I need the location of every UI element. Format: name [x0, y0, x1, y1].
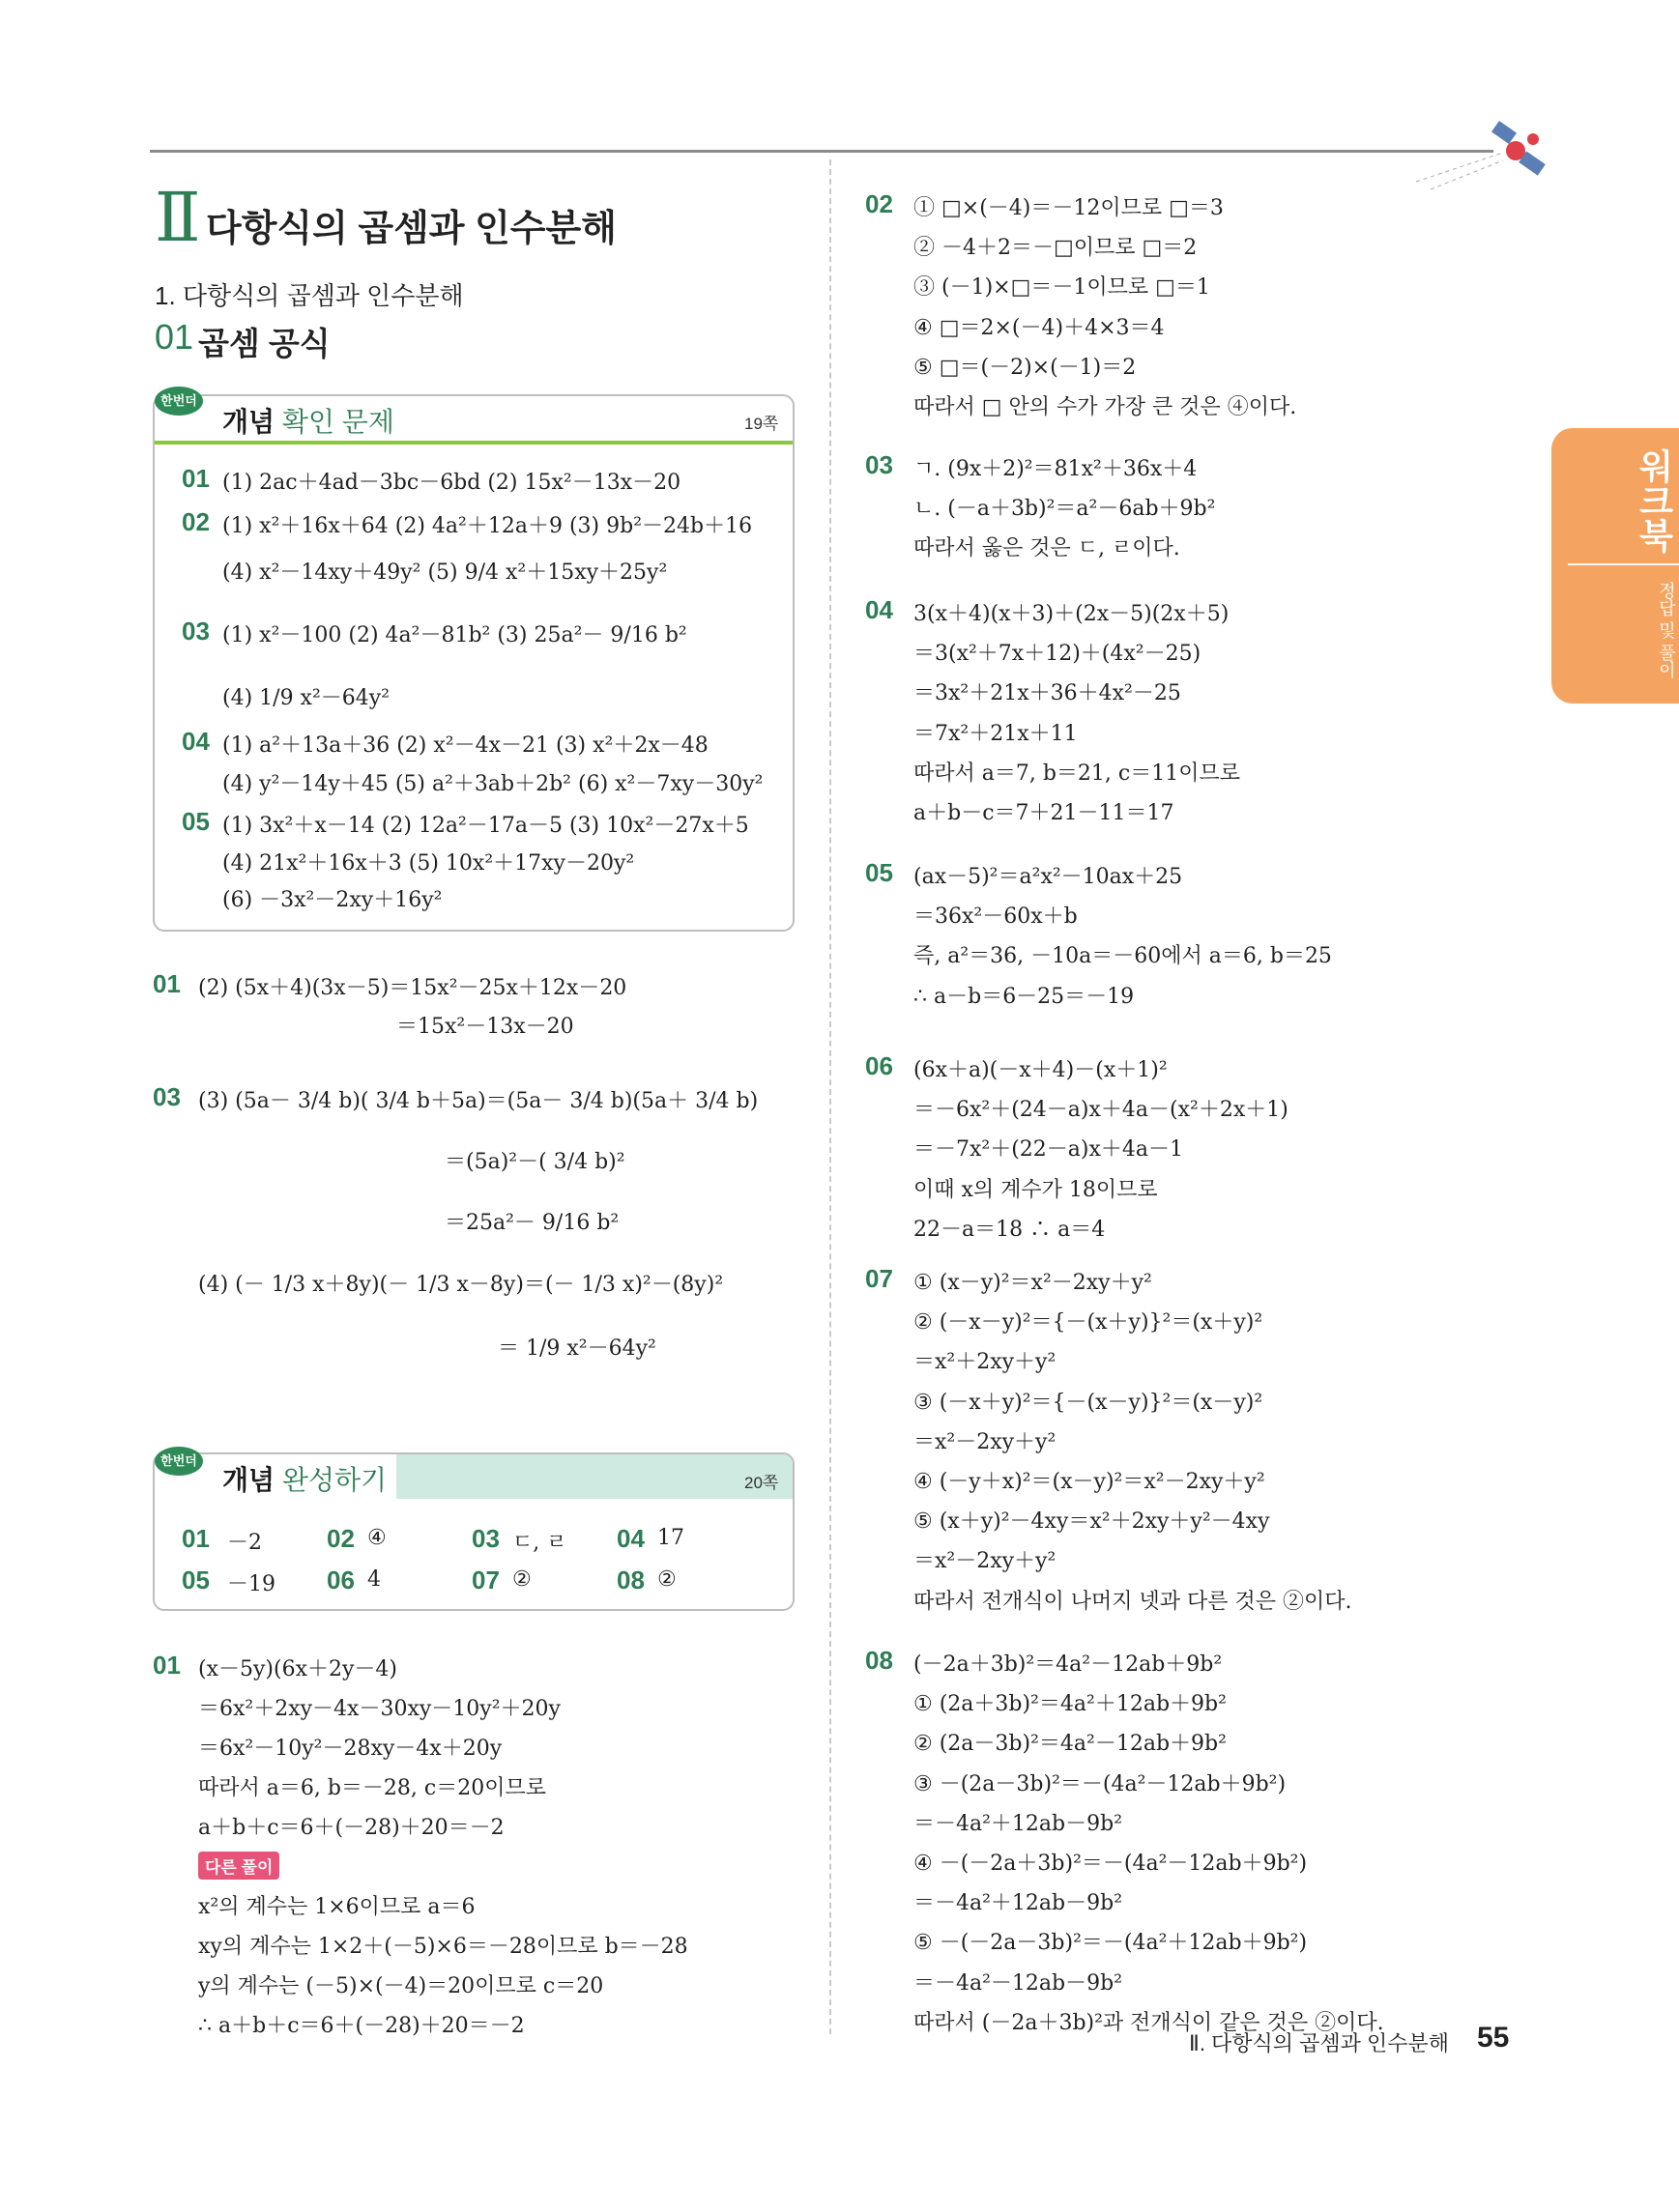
- side-tab-workbook: 워크북: [1635, 447, 1674, 553]
- right-line: ③ (－1)×□＝－1이므로 □＝1: [913, 275, 1210, 300]
- right-line: ① (2a＋3b)²＝4a²＋12ab＋9b²: [913, 1692, 1227, 1716]
- sol2-line: ＝6x²－10y²－28xy－4x＋20y: [198, 1737, 503, 1761]
- right-qnum: 05: [865, 858, 893, 887]
- right-line: ⑤ －(－2a－3b)²＝－(4a²＋12ab＋9b²): [913, 1931, 1308, 1955]
- right-line: ＝7x²＋21x＋11: [913, 722, 1078, 746]
- sol-line: ＝15x²－13x－20: [396, 1015, 574, 1039]
- right-qnum: 08: [865, 1646, 893, 1675]
- box1-qnum: 04: [182, 727, 210, 756]
- ans-num: 05: [182, 1566, 210, 1594]
- ans-val: 17: [657, 1526, 684, 1550]
- right-qnum: 04: [865, 595, 893, 624]
- ans-num: 06: [327, 1566, 355, 1594]
- right-line: 따라서 전개식이 나머지 넷과 다른 것은 ②이다.: [913, 1590, 1352, 1614]
- right-line: 따라서 □ 안의 수가 가장 큰 것은 ④이다.: [913, 395, 1297, 419]
- right-line: ＝x²＋2xy＋y²: [913, 1350, 1057, 1374]
- right-line: ① □×(－4)＝－12이므로 □＝3: [913, 196, 1224, 220]
- sol2-qnum: 01: [153, 1651, 181, 1680]
- ans-val: ②: [512, 1567, 532, 1592]
- box2-page: 20쪽: [744, 1474, 779, 1492]
- sol2-line: (x－5y)(6x＋2y－4): [198, 1657, 397, 1681]
- box1-line: (1) x²＋16x＋64 (2) 4a²＋12a＋9 (3) 9b²－24b＋16: [222, 514, 753, 538]
- sol-line: ＝ 1/9 x²－64y²: [498, 1336, 656, 1361]
- right-line: (6x＋a)(－x＋4)－(x＋1)²: [913, 1058, 1168, 1082]
- right-line: 22－a＝18 ∴ a＝4: [913, 1218, 1106, 1242]
- right-line: ＝－7x²＋(22－a)x＋4a－1: [913, 1137, 1184, 1162]
- right-line: 즉, a²＝36, －10a＝－60에서 a＝6, b＝25: [913, 944, 1332, 968]
- box1-line: (1) x²－100 (2) 4a²－81b² (3) 25a²－ 9/16 b²: [222, 623, 687, 647]
- box1-line: (4) y²－14y＋45 (5) a²＋3ab＋2b² (6) x²－7xy－30y²: [222, 772, 764, 796]
- right-line: ∴ a－b＝6－25＝－19: [913, 985, 1135, 1009]
- right-line: ＝36x²－60x＋b: [913, 905, 1078, 929]
- right-line: a＋b－c＝7＋21－11＝17: [913, 801, 1174, 825]
- box1-line: (4) 1/9 x²－64y²: [222, 686, 391, 710]
- right-line: ＝3(x²＋7x＋12)＋(4x²－25): [913, 642, 1201, 666]
- right-line: ④ (－y＋x)²＝(x－y)²＝x²－2xy＋y²: [913, 1470, 1265, 1494]
- sol2-alt-line: ∴ a＋b＋c＝6＋(－28)＋20＝－2: [198, 2014, 525, 2038]
- ans-num: 07: [472, 1566, 500, 1594]
- ans-val: ④: [367, 1526, 387, 1550]
- box2-title-bold: 개념: [222, 1465, 275, 1495]
- box2-title: [222, 1459, 387, 1498]
- box1-line: (1) a²＋13a＋36 (2) x²－4x－21 (3) x²＋2x－48: [222, 733, 709, 758]
- box1-qnum: 01: [182, 464, 210, 493]
- section-title: 1. 다항식의 곱셈과 인수분해: [155, 281, 464, 310]
- box1-page: 19쪽: [744, 415, 779, 433]
- ans-num: 08: [617, 1566, 645, 1594]
- box1-title-bold: 개념: [222, 407, 275, 437]
- right-line: ③ (－x＋y)²＝{－(x－y)}²＝(x－y)²: [913, 1391, 1263, 1415]
- page-number: 55: [1477, 2022, 1510, 2054]
- column-divider: [829, 159, 831, 2034]
- right-line: ① (x－y)²＝x²－2xy＋y²: [913, 1271, 1152, 1295]
- right-line: 따라서 옳은 것은 ㄷ, ㄹ이다.: [913, 536, 1180, 560]
- sol-line: ＝(5a)²－( 3/4 b)²: [445, 1150, 625, 1174]
- chapter-title: 다항식의 곱셈과 인수분해: [206, 209, 617, 249]
- right-qnum: 02: [865, 189, 893, 218]
- right-line: ⑤ □＝(－2)×(－1)＝2: [913, 356, 1137, 380]
- box1-title-light: 확인 문제: [281, 407, 394, 437]
- sol-line: (4) (－ 1/3 x＋8y)(－ 1/3 x－8y)＝(－ 1/3 x)²－(8y)²: [198, 1273, 724, 1297]
- ans-val: －2: [227, 1531, 262, 1555]
- box1-line: (4) x²－14xy＋49y² (5) 9/4 x²＋15xy＋25y²: [222, 560, 668, 585]
- sol2-alt-line: xy의 계수는 1×2＋(－5)×6＝－28이므로 b＝－28: [198, 1935, 688, 1959]
- right-qnum: 07: [865, 1264, 893, 1293]
- lesson-title: 곱셈 공식: [198, 326, 331, 361]
- box1-line: (1) 2ac＋4ad－3bc－6bd (2) 15x²－13x－20: [222, 471, 681, 495]
- sol2-line: 따라서 a＝6, b＝－28, c＝20이므로: [198, 1776, 546, 1800]
- right-qnum: 03: [865, 450, 893, 479]
- right-line: ＝－4a²＋12ab－9b²: [913, 1812, 1123, 1836]
- sol2-alt-line: y의 계수는 (－5)×(－4)＝20이므로 c＝20: [198, 1974, 604, 1998]
- top-rule: [150, 150, 1493, 153]
- box2-title-light: 완성하기: [281, 1465, 388, 1495]
- lesson-number: 01: [155, 317, 194, 357]
- right-line: ㄴ. (－a＋3b)²＝a²－6ab＋9b²: [913, 497, 1216, 521]
- right-line: ② (－x－y)²＝{－(x＋y)}²＝(x＋y)²: [913, 1310, 1263, 1335]
- hanbeonde-badge-2: 한번더: [155, 1447, 203, 1476]
- right-line: ⑤ (x＋y)²－4xy＝x²＋2xy＋y²－4xy: [913, 1509, 1270, 1534]
- sol2-line: a＋b＋c＝6＋(－28)＋20＝－2: [198, 1816, 505, 1840]
- sol-line: ＝25a²－ 9/16 b²: [445, 1211, 620, 1235]
- right-line: ㄱ. (9x＋2)²＝81x²＋36x＋4: [913, 457, 1198, 481]
- box1-line: (6) －3x²－2xy＋16y²: [222, 888, 443, 912]
- right-line: ＝－6x²＋(24－a)x＋4a－(x²＋2x＋1): [913, 1098, 1288, 1122]
- ans-val: ②: [657, 1567, 677, 1592]
- right-line: 따라서 (－2a＋3b)²과 전개식이 같은 것은 ②이다.: [913, 2011, 1384, 2035]
- right-line: ＝x²－2xy＋y²: [913, 1430, 1057, 1454]
- ans-num: 02: [327, 1524, 355, 1553]
- sol-qnum: 01: [153, 969, 181, 998]
- ans-num: 01: [182, 1524, 210, 1553]
- chapter-numeral: Ⅱ: [155, 178, 201, 257]
- right-line: (ax－5)²＝a²x²－10ax＋25: [913, 865, 1183, 889]
- right-line: ＝－4a²－12ab－9b²: [913, 1971, 1123, 1996]
- hanbeonde-badge: 한번더: [155, 387, 203, 416]
- right-line: ② －4＋2＝－□이므로 □＝2: [913, 236, 1198, 260]
- ans-val: －19: [227, 1572, 275, 1596]
- alt-solution-label: [198, 1852, 279, 1880]
- side-tab-answers: 정답 및 풀이: [1657, 582, 1676, 679]
- right-line: ＝x²－2xy＋y²: [913, 1549, 1057, 1573]
- right-line: ＝3x²＋21x＋36＋4x²－25: [913, 681, 1181, 705]
- box1-qnum: 05: [182, 807, 210, 836]
- satellite-icon: [1411, 114, 1547, 191]
- right-line: 3(x＋4)(x＋3)＋(2x－5)(2x＋5): [913, 602, 1230, 626]
- right-line: ④ □＝2×(－4)＋4×3＝4: [913, 316, 1165, 340]
- footer-chapter: Ⅱ. 다항식의 곱셈과 인수분해: [1189, 2031, 1450, 2055]
- sol2-line: ＝6x²＋2xy－4x－30xy－10y²＋20y: [198, 1697, 561, 1721]
- sol2-alt-line: x²의 계수는 1×6이므로 a＝6: [198, 1895, 476, 1919]
- sol-qnum: 03: [153, 1082, 181, 1111]
- sol-line: (2) (5x＋4)(3x－5)＝15x²－25x＋12x－20: [198, 976, 627, 1000]
- ans-num: 03: [472, 1524, 500, 1553]
- box1-line: (4) 21x²＋16x＋3 (5) 10x²＋17xy－20y²: [222, 851, 635, 876]
- ans-val: ㄷ, ㄹ: [512, 1531, 567, 1555]
- right-line: ③ －(2a－3b)²＝－(4a²－12ab＋9b²): [913, 1772, 1287, 1796]
- right-line: (－2a＋3b)²＝4a²－12ab＋9b²: [913, 1652, 1223, 1677]
- right-qnum: 06: [865, 1051, 893, 1080]
- box1-title: [222, 401, 394, 440]
- sol-line: (3) (5a－ 3/4 b)( 3/4 b＋5a)＝(5a－ 3/4 b)(5a＋ 3/4 b): [198, 1089, 759, 1113]
- box1-line: (1) 3x²＋x－14 (2) 12a²－17a－5 (3) 10x²－27x＋5: [222, 814, 749, 838]
- right-line: ② (2a－3b)²＝4a²－12ab＋9b²: [913, 1732, 1227, 1756]
- right-line: 따라서 a＝7, b＝21, c＝11이므로: [913, 761, 1240, 786]
- right-line: ＝－4a²＋12ab－9b²: [913, 1891, 1123, 1915]
- right-line: ④ －(－2a＋3b)²＝－(4a²－12ab＋9b²): [913, 1852, 1308, 1876]
- alt-solution-pill: 다른 풀이: [198, 1852, 279, 1880]
- box1-qnum: 03: [182, 617, 210, 646]
- box1-qnum: 02: [182, 507, 210, 536]
- ans-val: 4: [367, 1567, 381, 1592]
- right-line: 이때 x의 계수가 18이므로: [913, 1178, 1158, 1202]
- ans-num: 04: [617, 1524, 645, 1553]
